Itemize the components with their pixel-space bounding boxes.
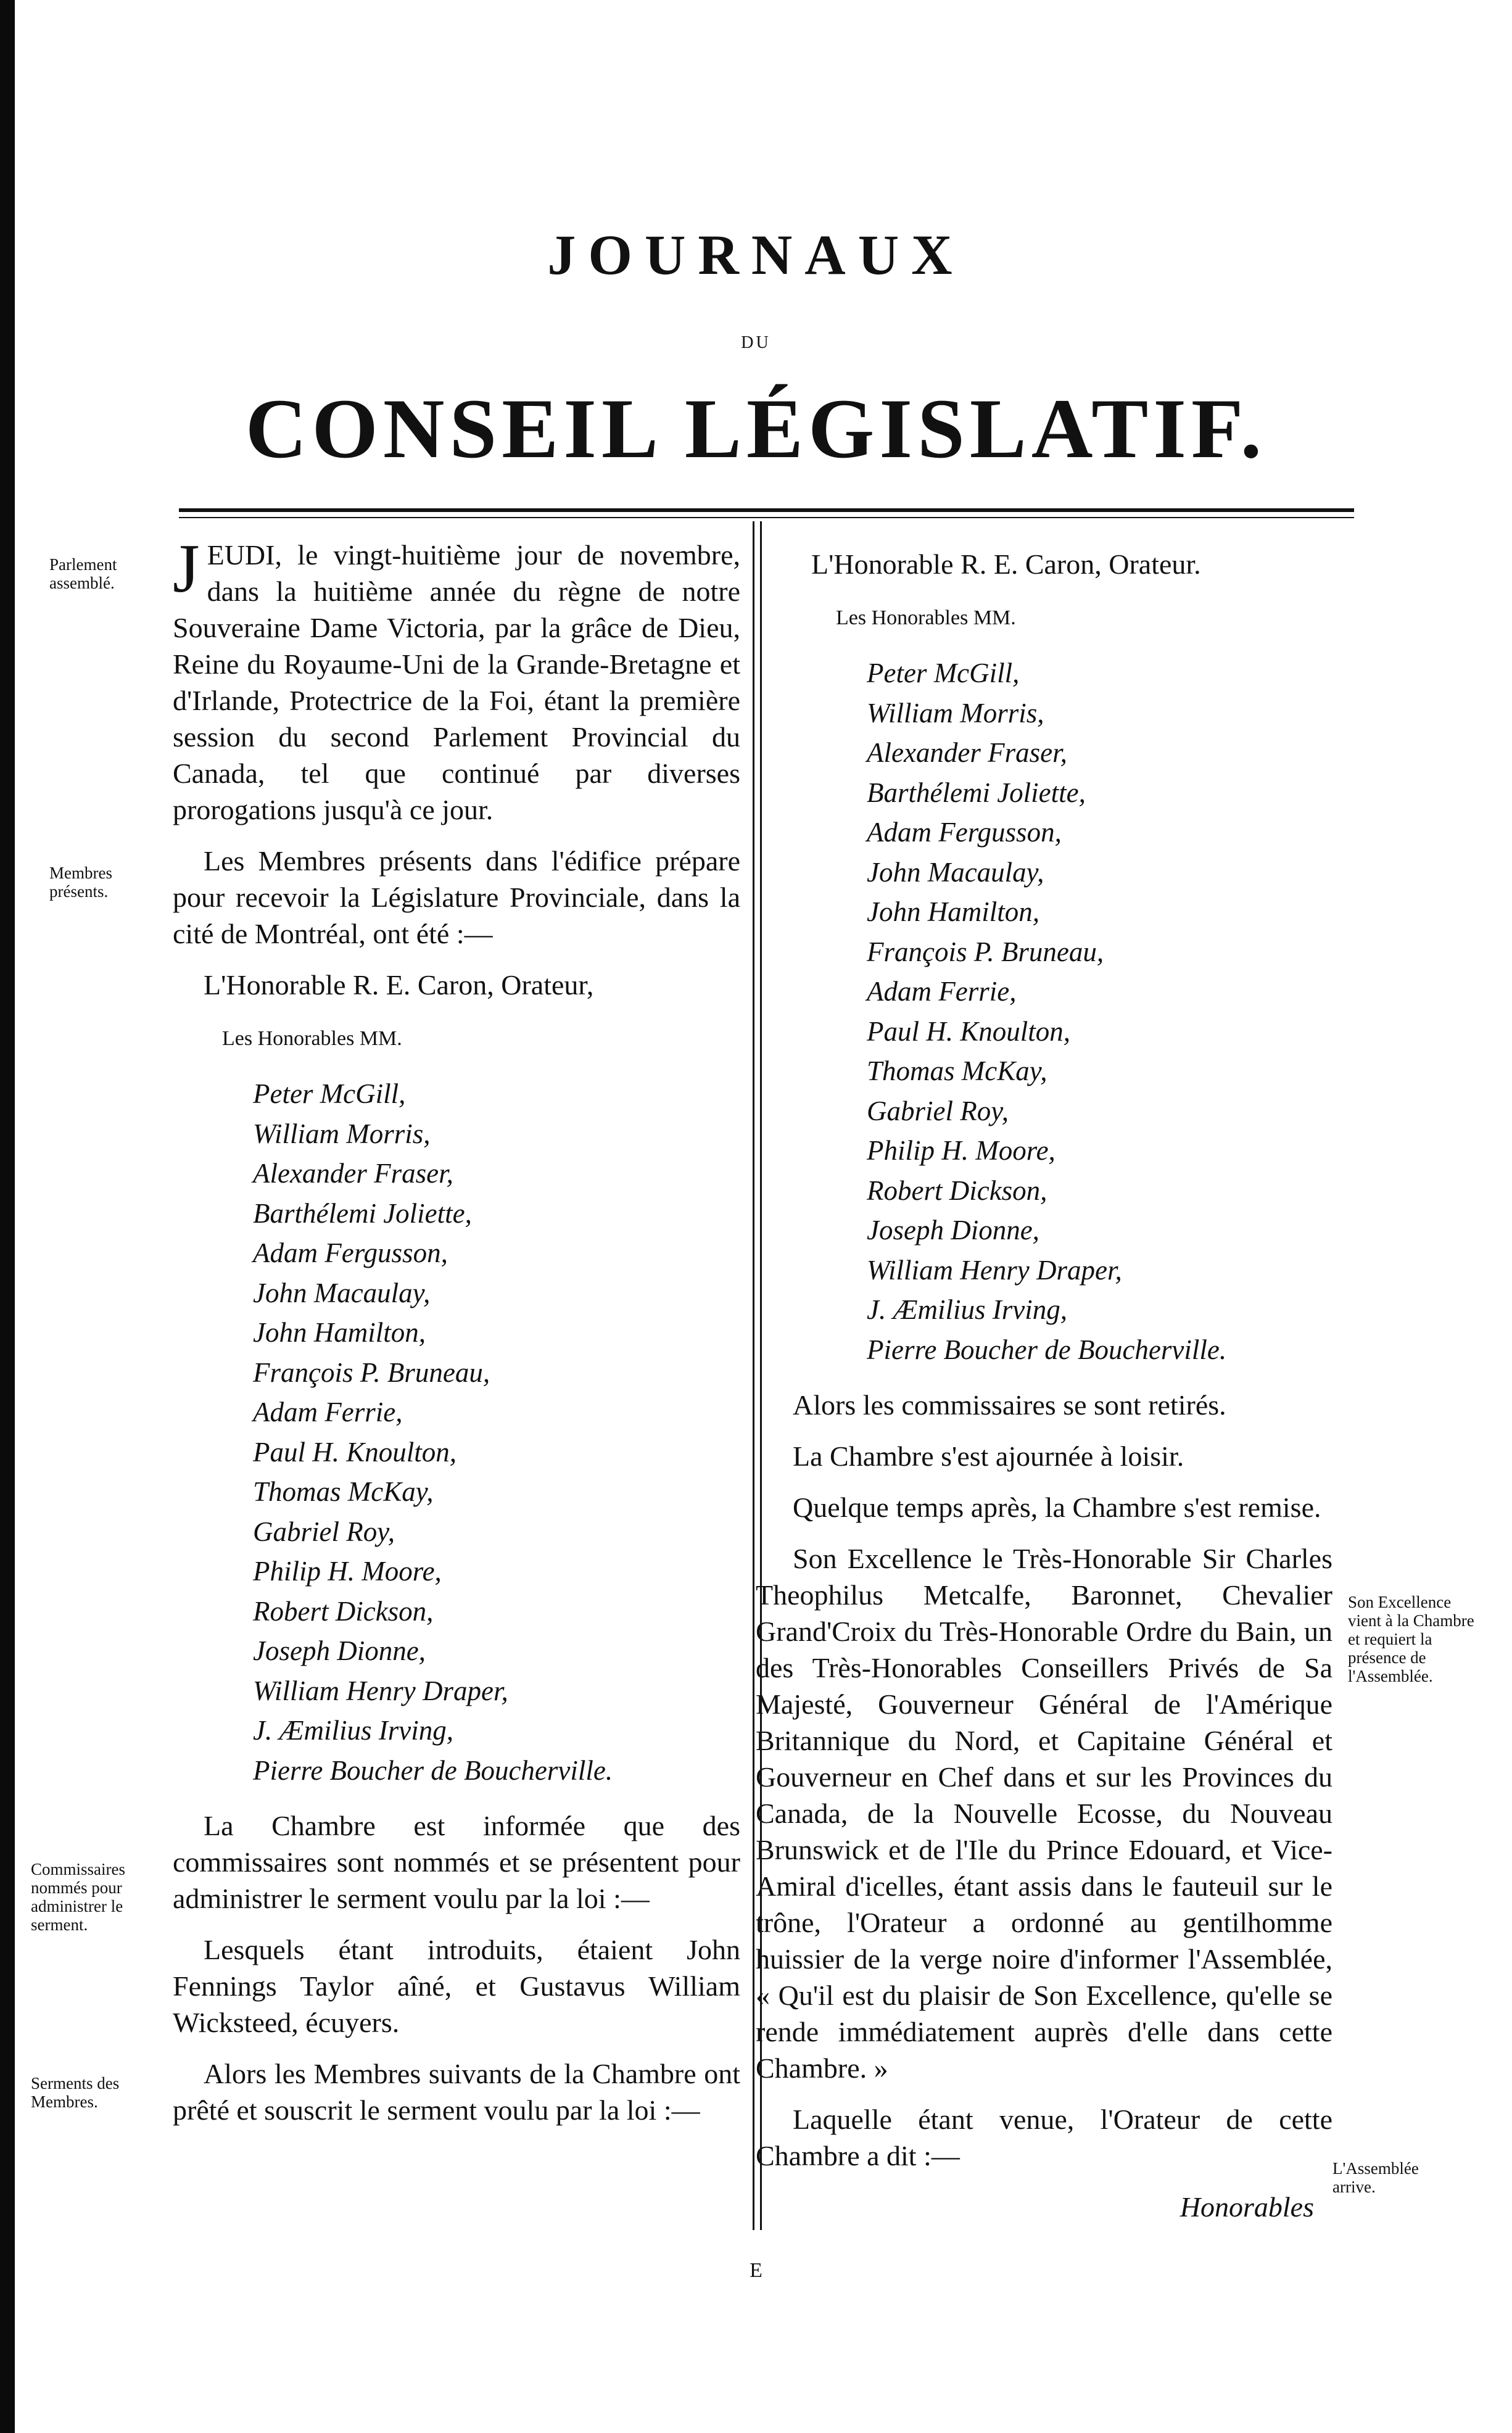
honorables-heading: Les Honorables MM.	[836, 606, 1016, 629]
adjourned-paragraph: La Chambre s'est ajournée à loisir.	[793, 1440, 1184, 1472]
member-name: Thomas McKay,	[253, 1476, 434, 1507]
margin-note-membres: Membres présents.	[49, 864, 112, 901]
commissioners-withdrew-paragraph: Alors les commissaires se sont retirés.	[793, 1389, 1226, 1421]
members-present-paragraph: Les Membres présents dans l'édifice prépare pour recevoir la Législature Provinciale, dans la cité de Montréal, ont été :—	[173, 845, 740, 949]
title-journaux: JOURNAUX	[547, 223, 965, 286]
margin-note-serments: Serments des Membres.	[31, 2074, 120, 2111]
header-rule-thick	[179, 508, 1354, 512]
member-name: Adam Fergusson,	[253, 1237, 448, 1268]
margin-note-parlement: Parlement assemblé.	[49, 555, 117, 592]
member-name: William Morris,	[867, 697, 1044, 729]
member-name: Peter McGill,	[867, 658, 1020, 688]
header-rule-thin	[179, 517, 1354, 518]
member-name: Joseph Dionne,	[867, 1215, 1039, 1245]
members-list	[756, 653, 1332, 1369]
scan-edge-bar	[0, 0, 15, 2433]
resumed-paragraph: Quelque temps après, la Chambre s'est remise.	[793, 1492, 1321, 1523]
opening-paragraph	[173, 531, 740, 828]
member-name: Adam Fergusson,	[867, 817, 1062, 848]
member-name: Peter McGill,	[253, 1078, 406, 1109]
margin-note-commissaires: Commissaires nommés pour administrer le serment.	[31, 1860, 125, 1934]
column-divider-left	[753, 521, 754, 2230]
title-du: DU	[741, 333, 771, 352]
member-name: Pierre Boucher de Boucherville.	[867, 1334, 1227, 1365]
honorables-heading: Les Honorables MM.	[222, 1027, 402, 1050]
member-name: Adam Ferrie,	[867, 976, 1017, 1007]
member-name: Paul H. Knoulton,	[253, 1436, 457, 1468]
speaker-line: L'Honorable R. E. Caron, Orateur,	[204, 969, 594, 1001]
catchword: Honorables	[1179, 2191, 1314, 2223]
member-name: William Henry Draper,	[253, 1675, 508, 1706]
member-name: François P. Bruneau,	[867, 936, 1104, 967]
member-name: Thomas McKay,	[867, 1055, 1047, 1086]
member-name: Paul H. Knoulton,	[867, 1015, 1071, 1047]
member-name: J. Æmilius Irving,	[867, 1294, 1067, 1325]
member-name: Robert Dickson,	[253, 1595, 434, 1627]
member-name: John Macaulay,	[867, 856, 1044, 888]
right-column	[756, 546, 1332, 2225]
margin-note-son-excellence: Son Excellence vient à la Chambre et requiert la présence de l'Assemblée.	[1348, 1593, 1474, 1685]
member-name: John Macaulay,	[253, 1277, 431, 1308]
member-name: Robert Dickson,	[867, 1175, 1047, 1206]
opening-text: EUDI, le vingt-huitième jour de novembre, dans la huitième année du règne de notre Souveraine Dame Victoria, par la grâce de Dieu, Reine du Royaume-Uni de la Grande-Bretagne et d'Irlande, Protectrice de la Foi, étant la première session du second Parlement Provincial du Canada, tel que continué par diverses prorogations jusqu'à ce jour.	[173, 539, 740, 825]
member-name: William Morris,	[253, 1118, 431, 1149]
introduced-paragraph: Lesquels étant introduits, étaient John Fennings Taylor aîné, et Gustavus William Wicksteed, écuyers.	[173, 1934, 740, 2038]
member-name: William Henry Draper,	[867, 1254, 1122, 1286]
member-name: Gabriel Roy,	[253, 1516, 395, 1547]
left-column	[173, 531, 740, 2143]
member-name: Alexander Fraser,	[253, 1158, 453, 1189]
member-name: John Hamilton,	[867, 896, 1039, 927]
member-name: Adam Ferrie,	[253, 1397, 403, 1427]
member-name: J. Æmilius Irving,	[253, 1715, 453, 1746]
margin-note-assemblee: L'Assemblée arrive.	[1332, 2159, 1419, 2196]
speaker-line: L'Honorable R. E. Caron, Orateur.	[811, 548, 1201, 580]
signature-mark: E	[750, 2259, 762, 2282]
assembly-arrives-paragraph: Laquelle étant venue, l'Orateur de cette Chambre a dit :—	[756, 2104, 1332, 2171]
member-name: Alexander Fraser,	[867, 737, 1067, 768]
member-name: Barthélemi Joliette,	[867, 777, 1086, 808]
oath-paragraph: Alors les Membres suivants de la Chambre ont prêté et souscrit le serment voulu par la loi :—	[173, 2058, 740, 2126]
commissioners-paragraph: La Chambre est informée que des commissaires sont nommés et se présentent pour administrer le serment voulu par la loi :—	[173, 1810, 740, 1914]
member-name: John Hamilton,	[253, 1317, 426, 1348]
members-list	[173, 1074, 740, 1790]
title-conseil-legislatif: CONSEIL LÉGISLATIF.	[245, 381, 1267, 476]
governor-paragraph: Son Excellence le Très-Honorable Sir Charles Theophilus Metcalfe, Baronnet, Chevalier Grand'Croix du Très-Honorable Ordre du Bain, un des Très-Honorables Conseillers Privés de Sa Majesté, Gouverneur Général de l'Amérique Britannique du Nord, et Capitaine Général et Gouverneur en Chef dans et sur les Provinces du Canada, de la Nouvelle Ecosse, du Nouveau Brunswick et de l'Ile du Prince Edouard, et Vice-Amiral d'icelles, étant assis dans le fauteuil sur le trône, l'Orateur a ordonné au gentilhomme huissier de la verge noire d'informer l'Assemblée, « Qu'il est du plaisir de Son Excellence, qu'elle se rende immédiatement auprès d'elle dans cette Chambre. »	[756, 1543, 1332, 2084]
member-name: Philip H. Moore,	[867, 1135, 1056, 1166]
drop-cap: J	[173, 531, 200, 607]
member-name: Joseph Dionne,	[253, 1635, 426, 1666]
member-name: Philip H. Moore,	[253, 1556, 442, 1587]
member-name: Pierre Boucher de Boucherville.	[253, 1754, 613, 1786]
member-name: Gabriel Roy,	[867, 1095, 1009, 1126]
member-name: François P. Bruneau,	[253, 1357, 490, 1388]
member-name: Barthélemi Joliette,	[253, 1197, 472, 1229]
